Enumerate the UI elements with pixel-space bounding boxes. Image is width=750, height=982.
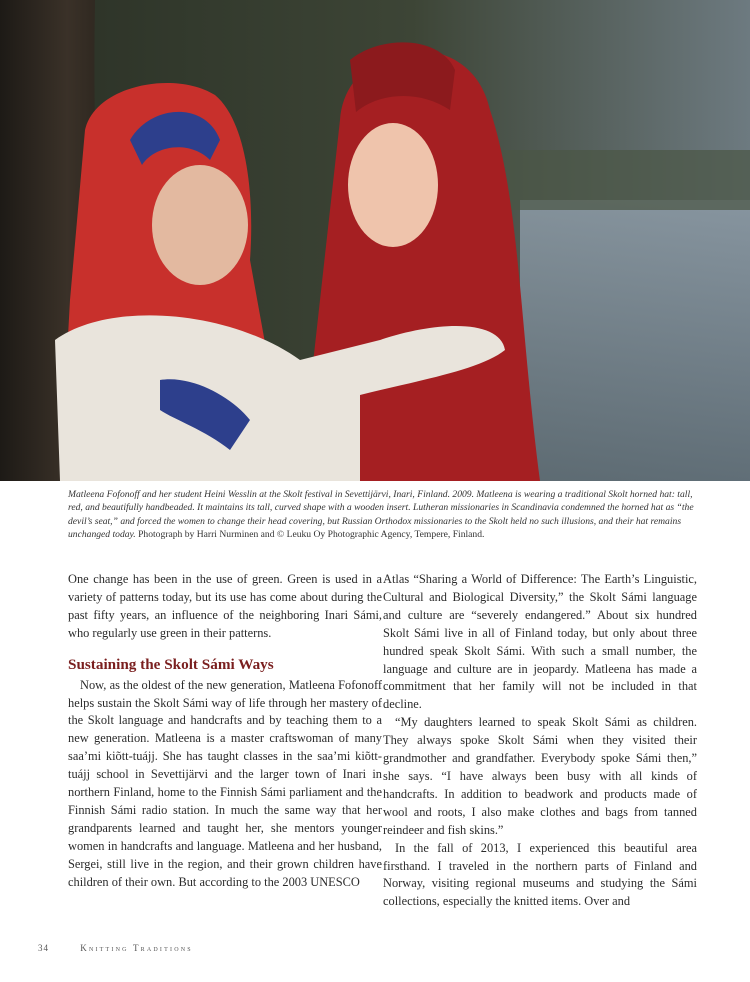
page-number: 34	[38, 943, 49, 953]
photo-caption	[68, 488, 694, 542]
paragraph: “My daughters learned to speak Skolt Sámi as children. They always spoke Skolt Sámi when they visited their grandmother and grandfather. Everybody spoke Sámi then,” she says. “I have always been busy with all kinds of handcrafts. In addition to beadwork and products made of wool and roots, I also make clothes and bags from tanned reindeer and fish skins.”	[383, 715, 697, 837]
paragraph: Atlas “Sharing a World of Difference: The Earth’s Linguistic, Cultural and Biological Diversity,” the Skolt Sámi language and culture are “severely endangered.” About six hundred Skolt Sámi live in all of Finland today, but only about three hundred speak Skolt Sámi. With such a small number, the language and culture are in jeopardy. Matleena has made a commitment that her family will not be included in that decline.	[383, 572, 697, 712]
caption-text: Matleena Fofonoff and her student Heini Wesslin at the Skolt festival in Sevettijärvi, Inari, Finland. 2009. Matleena is wearing a traditional Skolt horned hat: tall, red, and beautifully handbeaded. It maintains its tall, curved shape with a wooden insert. Lutheran missionaries in Scandinavia condemned the horned hat as “the devil’s seat,” and forced the women to change their head covering, but Russian Orthodox missionaries to the Skolt held no such illusions, and their hat remains unchanged today.	[68, 489, 694, 541]
running-title: Knitting Traditions	[80, 943, 193, 953]
page-footer	[38, 943, 193, 953]
left-column	[68, 571, 382, 892]
paragraph: In the fall of 2013, I experienced this beautiful area firsthand. I traveled in the northern parts of Finland and Norway, visiting regional museums and studying the Sámi collections, especially the knitted items. Over and	[383, 840, 697, 909]
section-heading: Sustaining the Skolt Sámi Ways	[68, 655, 274, 673]
paragraph: One change has been in the use of green. Green is used in a variety of patterns today, but its use has come about during the past fifty years, an influence of the neighboring Inari Sámi, who regularly use green in their patterns.	[68, 572, 382, 640]
photo-credit: Photograph by Harri Nurminen and © Leuku Oy Photographic Agency, Tempere, Finland.	[135, 529, 485, 541]
photo-illustration	[0, 0, 750, 481]
feature-photo	[0, 0, 750, 481]
right-column	[383, 571, 697, 911]
paragraph: Now, as the oldest of the new generation, Matleena Fofonoff helps sustain the Skolt Sámi way of life through her mastery of the Skolt language and handcrafts and by teaching them to a new generation. Matleena is a master craftswoman of many saa’mi kiõtt-tuájj. She has taught classes in the saa’mi kiõtt-tuájj school in Sevettijärvi and the larger town of Inari in northern Finland, home to the Finnish Sámi parliament and the Finnish Sámi radio station. In much the same way that her grandparents learned and taught her, she mentors younger women in handcrafts and language. Matleena and her husband, Sergei, still live in the region, and their grown children have children of their own. But according to the 2003 UNESCO	[68, 677, 382, 889]
